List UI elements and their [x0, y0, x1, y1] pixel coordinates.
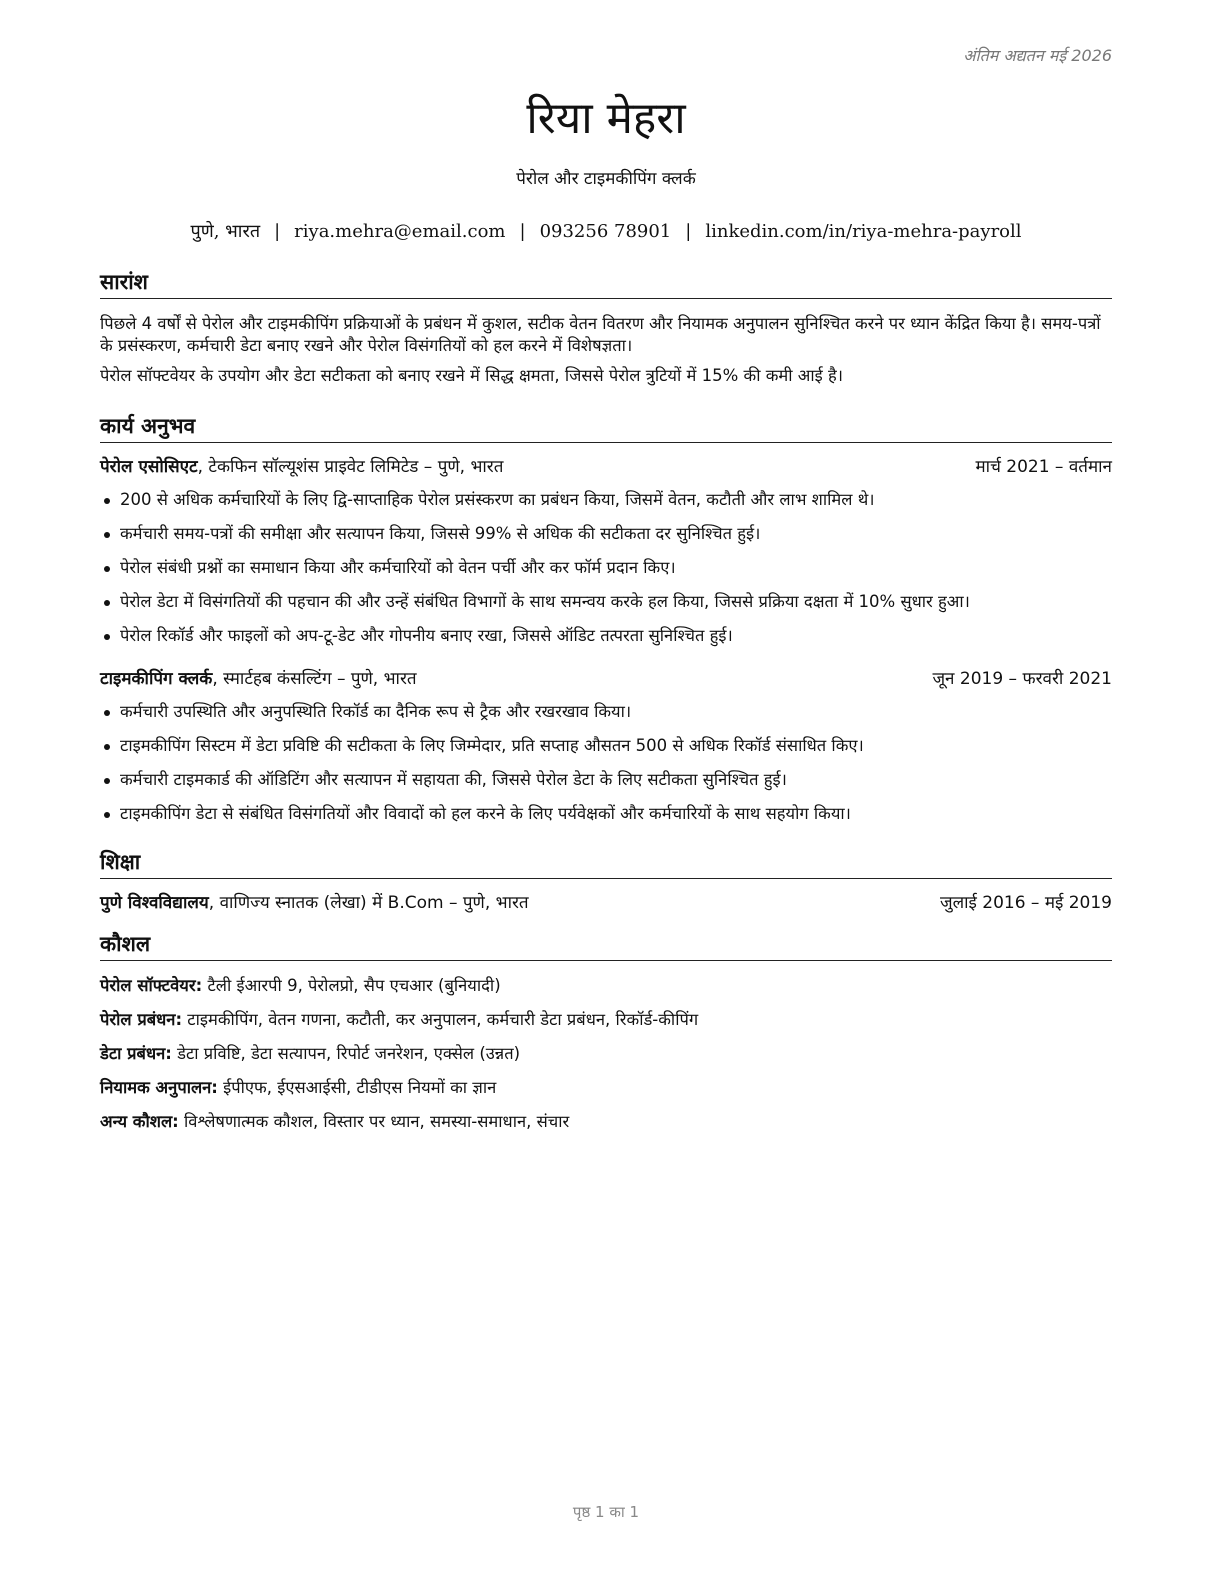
- job-dates: मार्च 2021 – वर्तमान: [975, 457, 1112, 477]
- job-bullets: [100, 483, 1112, 653]
- list-item: कर्मचारी उपस्थिति और अनुपस्थिति रिकॉर्ड का दैनिक रूप से ट्रैक और रखरखाव किया।: [100, 695, 1112, 729]
- list-item: कर्मचारी समय-पत्रों की समीक्षा और सत्यापन किया, जिससे 99% से अधिक की सटीकता दर सुनिश्चित हुई।: [100, 517, 1112, 551]
- skill-value: टैली ईआरपी 9, पेरोलप्रो, सैप एचआर (बुनियादी): [202, 976, 501, 995]
- contact-line: [100, 219, 1112, 243]
- job-header: [100, 455, 1112, 479]
- contact-separator: |: [274, 221, 281, 242]
- skill-value: डेटा प्रविष्टि, डेटा सत्यापन, रिपोर्ट जनरेशन, एक्सेल (उन्नत): [171, 1044, 521, 1063]
- skill-label: नियामक अनुपालन:: [100, 1078, 218, 1097]
- skill-label: पेरोल प्रबंधन:: [100, 1010, 183, 1029]
- job-entry: [100, 667, 1112, 831]
- job-title-line: [100, 667, 417, 691]
- candidate-name: रिया मेहरा: [526, 93, 686, 144]
- skill-row: [100, 1037, 1112, 1071]
- education-entry: [100, 891, 1112, 915]
- skills-section: [100, 930, 1112, 1139]
- list-item: कर्मचारी टाइमकार्ड की ऑडिटिंग और सत्यापन में सहायता की, जिससे पेरोल डेटा के लिए सटीकता सुनिश्चित हुई।: [100, 763, 1112, 797]
- list-item: पेरोल संबंधी प्रश्नों का समाधान किया और कर्मचारियों को वेतन पर्ची और कर फॉर्म प्रदान किए।: [100, 551, 1112, 585]
- contact-location: पुणे, भारत: [190, 221, 261, 242]
- skill-label: पेरोल सॉफ्टवेयर:: [100, 976, 203, 995]
- experience-section: [100, 412, 1112, 831]
- skill-row: [100, 1003, 1112, 1037]
- job-entry: [100, 455, 1112, 653]
- experience-title: कार्य अनुभव: [100, 412, 1112, 443]
- skill-row: [100, 1071, 1112, 1105]
- job-company: , टेकफिन सॉल्यूशंस प्राइवेट लिमिटेड – पुणे, भारत: [197, 457, 504, 477]
- education-title: शिक्षा: [100, 848, 1112, 879]
- skills-list: [100, 969, 1112, 1139]
- job-position: पेरोल एसोसिएट: [100, 457, 198, 477]
- contact-separator: |: [519, 221, 526, 242]
- summary-title: सारांश: [100, 268, 1112, 299]
- skills-title: कौशल: [100, 930, 1112, 961]
- skill-label: अन्य कौशल:: [100, 1112, 179, 1131]
- list-item: टाइमकीपिंग सिस्टम में डेटा प्रविष्टि की सटीकता के लिए जिम्मेदार, प्रति सप्ताह औसतन 500 से अधिक रिकॉर्ड संसाधित किए।: [100, 729, 1112, 763]
- list-item: टाइमकीपिंग डेटा से संबंधित विसंगतियों और विवादों को हल करने के लिए पर्यवेक्षकों और कर्मचारियों के साथ सहयोग किया।: [100, 797, 1112, 831]
- contact-linkedin[interactable]: linkedin.com/in/riya-mehra-payroll: [705, 221, 1022, 242]
- candidate-role: पेरोल और टाइमकीपिंग क्लर्क: [516, 169, 696, 189]
- education-line: [100, 891, 529, 915]
- list-item: पेरोल डेटा में विसंगतियों की पहचान की और उन्हें संबंधित विभागों के साथ समन्वय करके हल किया, जिससे प्रक्रिया दक्षता में 10% सुधार हुआ।: [100, 585, 1112, 619]
- summary-section: [100, 268, 1112, 387]
- resume-page: [100, 0, 1112, 1584]
- list-item: पेरोल रिकॉर्ड और फाइलों को अप-टू-डेट और गोपनीय बनाए रखा, जिससे ऑडिट तत्परता सुनिश्चित हुई।: [100, 619, 1112, 653]
- education-dates: जुलाई 2016 – मई 2019: [939, 893, 1112, 913]
- job-company: , स्मार्टहब कंसल्टिंग – पुणे, भारत: [212, 669, 417, 689]
- skill-row: [100, 1105, 1112, 1139]
- page-number: पृष्ठ 1 का 1: [572, 1503, 640, 1521]
- skill-value: टाइमकीपिंग, वेतन गणना, कटौती, कर अनुपालन, कर्मचारी डेटा प्रबंधन, रिकॉर्ड-कीपिंग: [182, 1010, 699, 1029]
- contact-phone[interactable]: 093256 78901: [539, 221, 672, 242]
- summary-paragraph: पिछले 4 वर्षों से पेरोल और टाइमकीपिंग प्रक्रियाओं के प्रबंधन में कुशल, सटीक वेतन वितरण और नियामक अनुपालन सुनिश्चित करने पर ध्यान केंद्रित किया है। समय-पत्रों के प्रसंस्करण, कर्मचारी डेटा बनाए रखने और पेरोल विसंगतियों को हल करने में विशेषज्ञता।: [100, 314, 1101, 355]
- summary-paragraph: पेरोल सॉफ्टवेयर के उपयोग और डेटा सटीकता को बनाए रखने में सिद्ध क्षमता, जिससे पेरोल त्रुटियों में 15% की कमी आई है।: [100, 366, 844, 385]
- education-institution: पुणे विश्वविद्यालय: [100, 893, 209, 913]
- job-header: [100, 667, 1112, 691]
- skill-value: विश्लेषणात्मक कौशल, विस्तार पर ध्यान, समस्या-समाधान, संचार: [178, 1112, 570, 1131]
- job-bullets: [100, 695, 1112, 831]
- list-item: 200 से अधिक कर्मचारियों के लिए द्वि-साप्ताहिक पेरोल प्रसंस्करण का प्रबंधन किया, जिसमें वेतन, कटौती और लाभ शामिल थे।: [100, 483, 1112, 517]
- job-dates: जून 2019 – फरवरी 2021: [932, 669, 1112, 689]
- skill-row: [100, 969, 1112, 1003]
- contact-email[interactable]: riya.mehra@email.com: [294, 221, 506, 242]
- contact-separator: |: [685, 221, 692, 242]
- skill-label: डेटा प्रबंधन:: [100, 1044, 172, 1063]
- education-degree: , वाणिज्य स्नातक (लेखा) में B.Com – पुणे, भारत: [208, 893, 529, 913]
- education-section: [100, 848, 1112, 915]
- skill-value: ईपीएफ, ईएसआईसी, टीडीएस नियमों का ज्ञान: [217, 1078, 497, 1097]
- job-title-line: [100, 455, 503, 479]
- job-position: टाइमकीपिंग क्लर्क: [100, 669, 213, 689]
- last-updated-text: अंतिम अद्यतन मई 2026: [963, 46, 1112, 65]
